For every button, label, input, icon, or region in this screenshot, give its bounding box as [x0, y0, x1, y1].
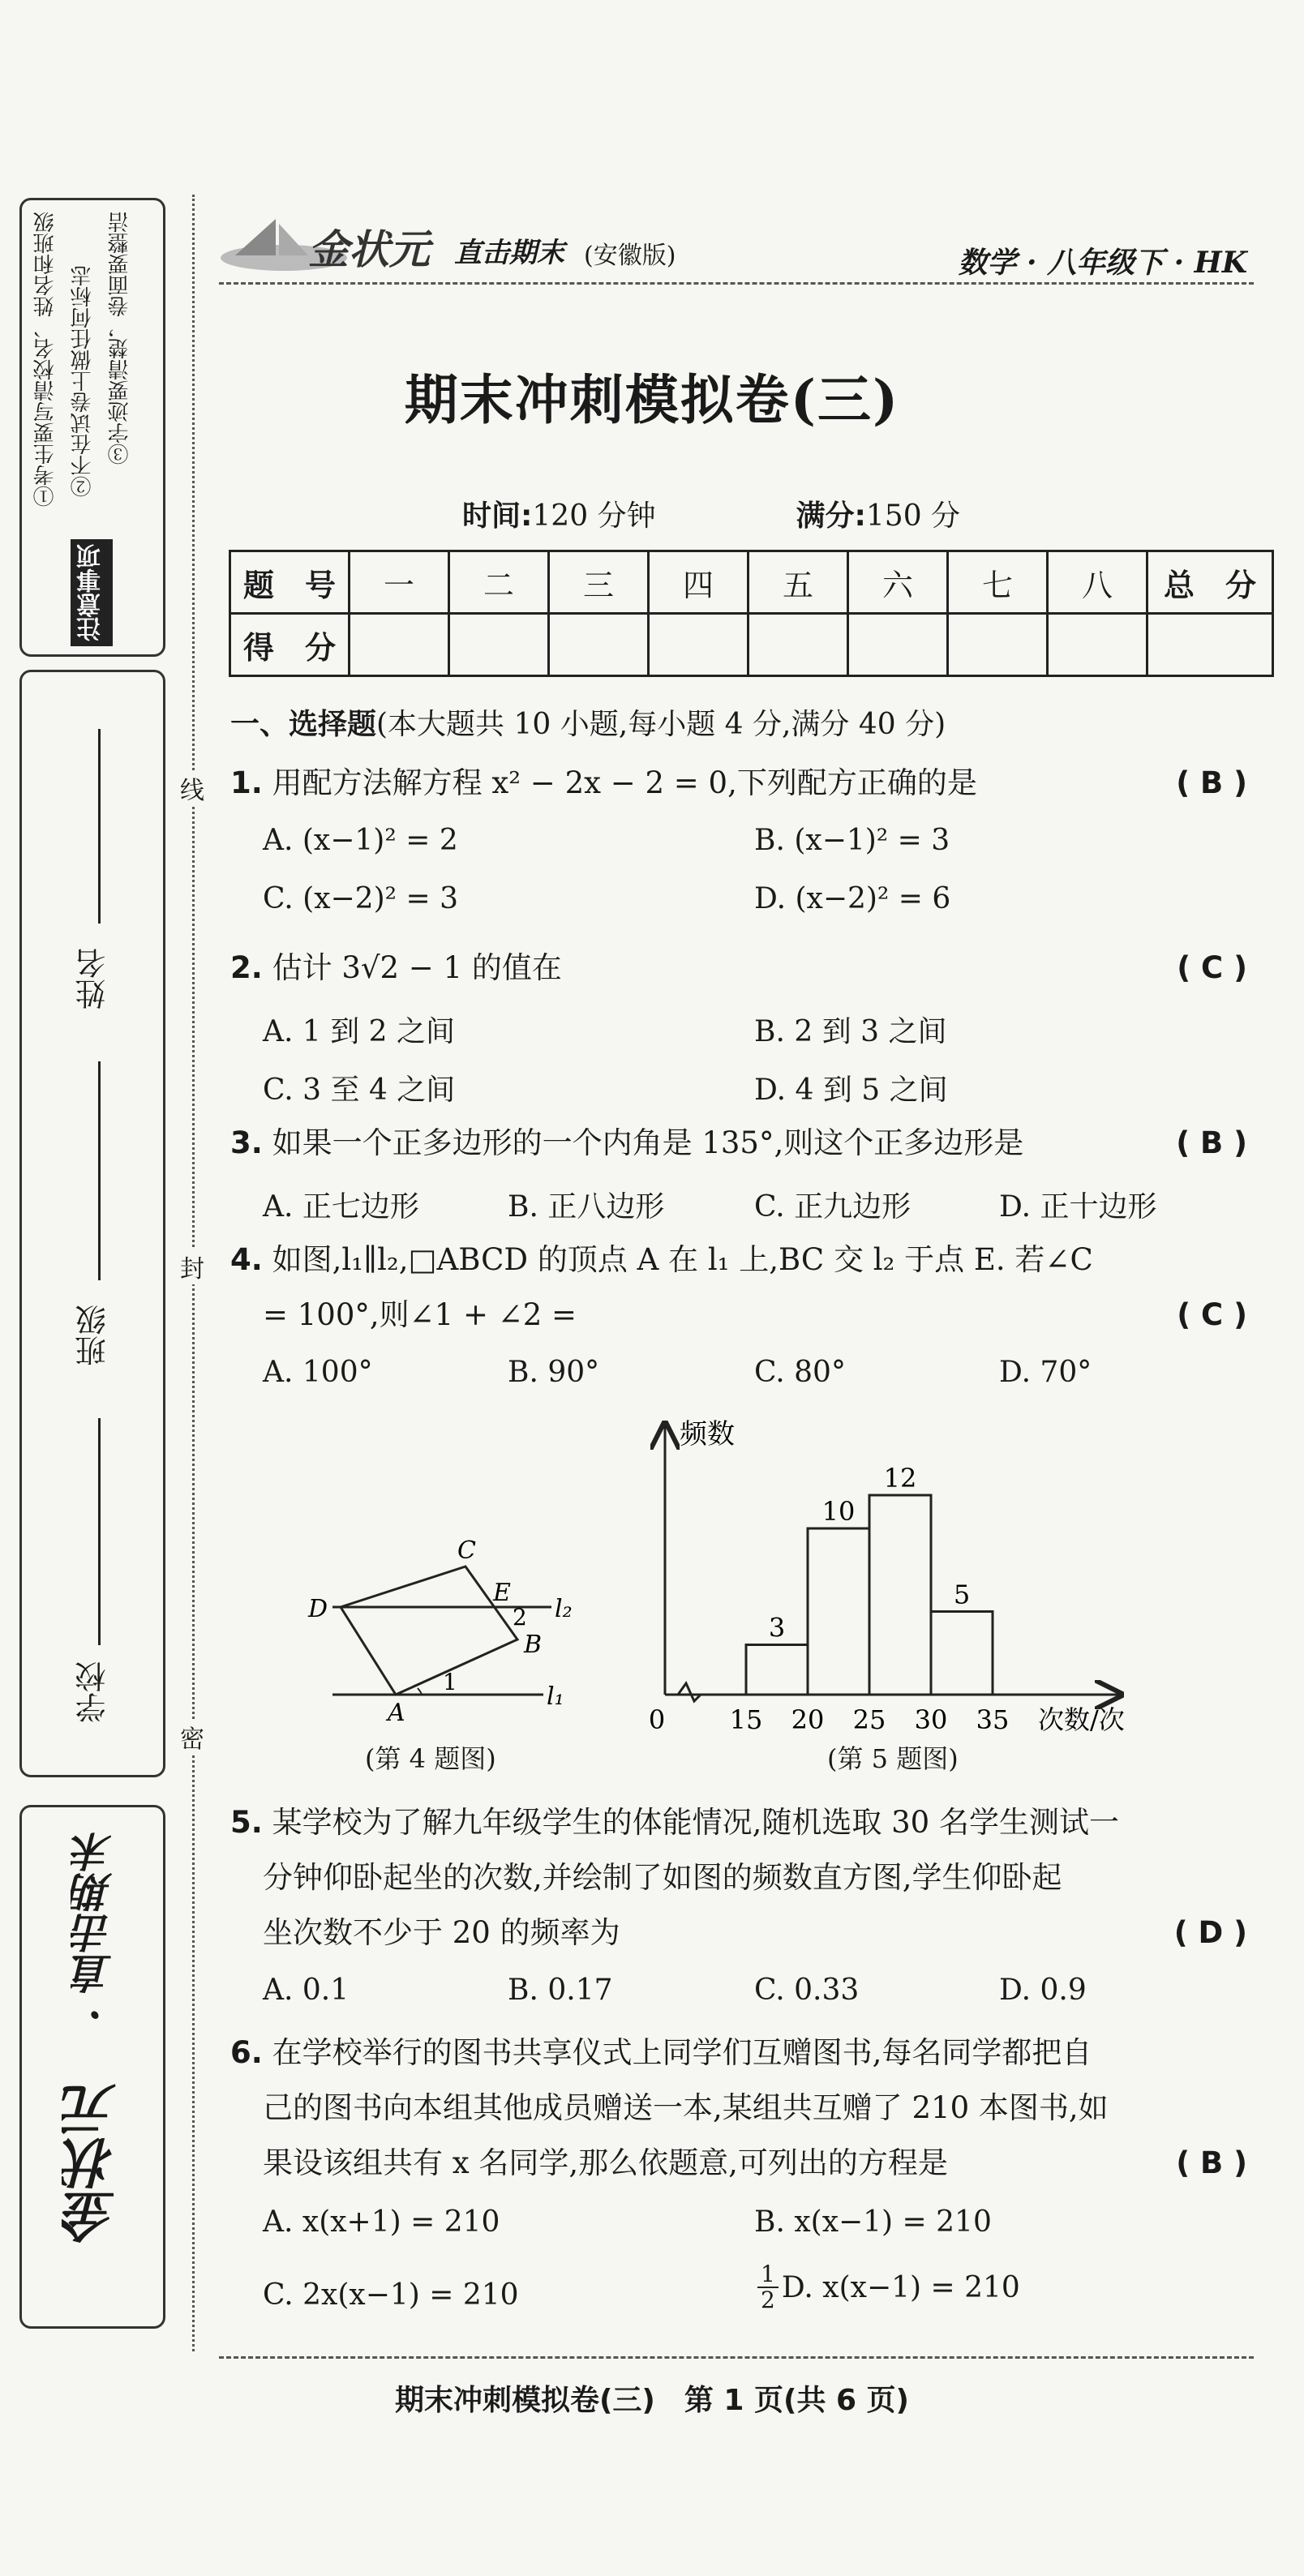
- label-l1: l₁: [547, 1682, 564, 1711]
- header-series: 直击期末: [454, 237, 564, 269]
- score-table: [229, 550, 1274, 677]
- question-2-option-c: C. 3 至 4 之间: [263, 1074, 456, 1107]
- question-3-option-d: D. 正十边形: [999, 1190, 1157, 1224]
- question-2-option-a: A. 1 到 2 之间: [263, 1015, 456, 1048]
- label-D: D: [308, 1595, 328, 1623]
- question-1-option-b: B. (x−1)² = 3: [754, 824, 950, 857]
- question-6-option-c: C. 2x(x−1) = 210: [263, 2278, 519, 2312]
- label-angle-1: 1: [443, 1669, 457, 1695]
- header-edition: (安徽版): [584, 242, 676, 270]
- name-field[interactable]: [98, 729, 101, 924]
- seal-mark-line: 线: [172, 770, 212, 806]
- score-value: 150 分: [865, 499, 961, 533]
- question-6-option-a: A. x(x+1) = 210: [263, 2205, 500, 2239]
- question-4-line2: = 100°,则∠1 + ∠2 =: [263, 1297, 577, 1332]
- question-1-num: 1.: [230, 765, 263, 800]
- question-4-option-a: A. 100°: [263, 1356, 373, 1389]
- question-1: [230, 765, 977, 801]
- question-1-answer: ( B ): [1176, 765, 1247, 800]
- question-4-answer: ( C ): [1177, 1297, 1247, 1332]
- label-B: B: [524, 1631, 543, 1659]
- question-5-line2: 分钟仰卧起坐的次数,并绘制了如图的频数直方图,学生仰卧起: [263, 1860, 1062, 1895]
- score-col-3: 三: [549, 551, 649, 614]
- question-4-option-c: C. 80°: [754, 1356, 846, 1389]
- question-5-option-c: C. 0.33: [754, 1974, 860, 2007]
- header-subject: 数学 · 八年级下 · HK: [958, 246, 1247, 280]
- question-6: [230, 2035, 1092, 2071]
- score-cell-8[interactable]: [1048, 614, 1147, 676]
- question-5-text: 某学校为了解九年级学生的体能情况,随机选取 30 名学生测试一: [272, 1805, 1119, 1840]
- question-5-num: 5.: [230, 1805, 263, 1840]
- side-logo-box: [19, 1805, 165, 2329]
- class-label: 班级: [75, 1305, 111, 1366]
- footer-page: 期末冲刺模拟卷(三) 第 1 页(共 6 页): [394, 2384, 910, 2417]
- question-5-line3: 坐次数不少于 20 的频率为: [263, 1915, 620, 1950]
- question-3-text: 如果一个正多边形的一个内角是 135°,则这个正多边形是: [272, 1125, 1024, 1160]
- question-3: [230, 1125, 1023, 1161]
- question-3-answer: ( B ): [1176, 1125, 1247, 1160]
- axis-break: [678, 1683, 701, 1701]
- x-axis-label: 次数/次: [1038, 1704, 1125, 1735]
- fraction-one-half: [757, 2262, 779, 2312]
- label-angle-2: 2: [513, 1604, 527, 1631]
- question-2-option-b: B. 2 到 3 之间: [754, 1015, 947, 1048]
- score-table-row2-head: 得 分: [230, 614, 350, 676]
- score-label: 满分:: [796, 499, 866, 533]
- question-6-line2: 己的图书向本组其他成员赠送一本,某组共互赠了 210 本图书,如: [263, 2090, 1109, 2125]
- question-5-option-a: A. 0.1: [263, 1974, 350, 2007]
- question-1-option-c: C. (x−2)² = 3: [263, 882, 458, 915]
- question-5-option-d: D. 0.9: [999, 1974, 1087, 2007]
- section-note: (本大题共 10 小题,每小题 4 分,满分 40 分): [376, 708, 946, 741]
- score-cell-4[interactable]: [649, 614, 749, 676]
- question-6-option-b: B. x(x−1) = 210: [754, 2205, 992, 2239]
- question-6-option-d: [754, 2262, 1020, 2312]
- score-table-header-row: [230, 551, 1273, 614]
- student-info-box: [19, 670, 165, 1777]
- question-6-text: 在学校举行的图书共享仪式上同学们互赠图书,每名同学都把自: [272, 2035, 1092, 2070]
- score-col-7: 七: [948, 551, 1048, 614]
- figure-4-caption: (第 4 题图): [365, 1743, 496, 1774]
- school-label: 学校: [75, 1661, 111, 1723]
- x-tick-label: 35: [976, 1704, 1010, 1735]
- histogram-bar: [808, 1528, 869, 1695]
- score-table-score-row: [230, 614, 1273, 676]
- question-3-option-b: B. 正八边形: [508, 1190, 665, 1224]
- x-tick-label: 25: [852, 1704, 886, 1735]
- histogram-data-label: 3: [768, 1612, 786, 1644]
- footer-rule: [219, 2356, 1254, 2359]
- notice-item-3: ③字迹要清楚，卷面要整洁: [108, 212, 132, 465]
- x-tick-label: 30: [914, 1704, 948, 1735]
- question-1-text: 用配方法解方程 x² − 2x − 2 = 0,下列配方正确的是: [272, 765, 977, 800]
- histogram-chart: [641, 1411, 1143, 1751]
- exam-title: 期末冲刺模拟卷(三): [404, 368, 900, 431]
- header-rule: [219, 282, 1254, 285]
- histogram-bar: [931, 1612, 993, 1695]
- school-field[interactable]: [98, 1418, 101, 1645]
- score-col-2: 二: [449, 551, 549, 614]
- question-1-option-a: A. (x−1)² = 2: [263, 824, 458, 857]
- question-2: [230, 950, 562, 986]
- question-4-option-d: D. 70°: [999, 1356, 1092, 1389]
- question-2-answer: ( C ): [1177, 950, 1247, 985]
- x-tick-label: 20: [791, 1704, 825, 1735]
- side-logo-series: · 直击期末: [71, 1832, 118, 2022]
- x-tick-label: 0: [648, 1704, 666, 1735]
- score-cell-total[interactable]: [1147, 614, 1273, 676]
- question-6-num: 6.: [230, 2035, 263, 2070]
- question-3-option-a: A. 正七边形: [263, 1190, 419, 1224]
- question-2-num: 2.: [230, 950, 263, 985]
- section-heading: [230, 707, 946, 743]
- score-cell-6[interactable]: [848, 614, 948, 676]
- fraction-numerator: 1: [757, 2262, 779, 2288]
- question-5: [230, 1805, 1119, 1841]
- question-5-option-b: B. 0.17: [508, 1974, 613, 2007]
- time-label: 时间:: [462, 499, 533, 533]
- score-col-8: 八: [1048, 551, 1147, 614]
- time-value: 120 分钟: [532, 499, 656, 533]
- name-label: 姓名: [75, 948, 111, 1009]
- label-C: C: [457, 1537, 476, 1565]
- notice-item-2: ②不在试卷上做任何标志: [71, 265, 95, 497]
- score-col-5: 五: [749, 551, 848, 614]
- label-E: E: [493, 1579, 511, 1607]
- histogram-bar: [869, 1495, 931, 1695]
- question-4-option-b: B. 90°: [508, 1356, 600, 1389]
- score-table-row1-head: 题 号: [230, 551, 350, 614]
- question-6-option-d-text: D. x(x−1) = 210: [781, 2270, 1020, 2304]
- figure-5-caption: (第 5 题图): [827, 1743, 959, 1774]
- y-axis-label: 频数: [680, 1418, 735, 1451]
- label-l2: l₂: [555, 1595, 573, 1623]
- seal-mark-seal: 封: [172, 1249, 212, 1284]
- question-3-num: 3.: [230, 1125, 263, 1160]
- side-logo-brand: 金状元: [62, 2083, 125, 2244]
- fraction-denominator: 2: [761, 2287, 775, 2313]
- parallelogram-abcd: [341, 1567, 517, 1695]
- histogram-data-label: 5: [953, 1579, 971, 1610]
- question-2-text: 估计 3√2 − 1 的值在: [272, 950, 562, 985]
- question-4: [230, 1242, 1093, 1278]
- score-cell-3[interactable]: [549, 614, 649, 676]
- figure-4: [300, 1516, 592, 1743]
- question-6-answer: ( B ): [1176, 2145, 1247, 2180]
- seal-mark-secret: 密: [172, 1719, 212, 1755]
- notice-item-1: ①考生要写清校名、姓名和班级: [33, 212, 58, 507]
- class-field[interactable]: [98, 1061, 101, 1280]
- x-tick-label: 15: [729, 1704, 763, 1735]
- score-cell-1[interactable]: [350, 614, 449, 676]
- exam-meta: [462, 493, 960, 534]
- score-cell-5[interactable]: [749, 614, 848, 676]
- score-col-1: 一: [350, 551, 449, 614]
- header-logo: [219, 211, 676, 276]
- score-cell-2[interactable]: [449, 614, 549, 676]
- question-3-option-c: C. 正九边形: [754, 1190, 912, 1224]
- histogram-data-label: 10: [821, 1496, 856, 1527]
- question-1-option-d: D. (x−2)² = 6: [754, 882, 951, 915]
- question-4-num: 4.: [230, 1242, 263, 1277]
- question-2-option-d: D. 4 到 5 之间: [754, 1074, 948, 1107]
- label-A: A: [388, 1699, 405, 1727]
- score-cell-7[interactable]: [948, 614, 1048, 676]
- header-brand: 金状元: [308, 225, 430, 273]
- question-6-line3: 果设该组共有 x 名同学,那么依题意,可列出的方程是: [263, 2145, 948, 2180]
- question-4-text: 如图,l₁∥l₂,□ABCD 的顶点 A 在 l₁ 上,BC 交 l₂ 于点 E. 若∠C: [272, 1242, 1093, 1277]
- score-col-total: 总 分: [1147, 551, 1273, 614]
- notice-title: 注意事项: [71, 539, 113, 646]
- question-5-answer: ( D ): [1173, 1915, 1247, 1950]
- score-col-6: 六: [848, 551, 948, 614]
- histogram-data-label: 12: [883, 1463, 917, 1494]
- score-col-4: 四: [649, 551, 749, 614]
- histogram-bar: [746, 1645, 808, 1695]
- section-title: 一、选择题: [230, 708, 377, 741]
